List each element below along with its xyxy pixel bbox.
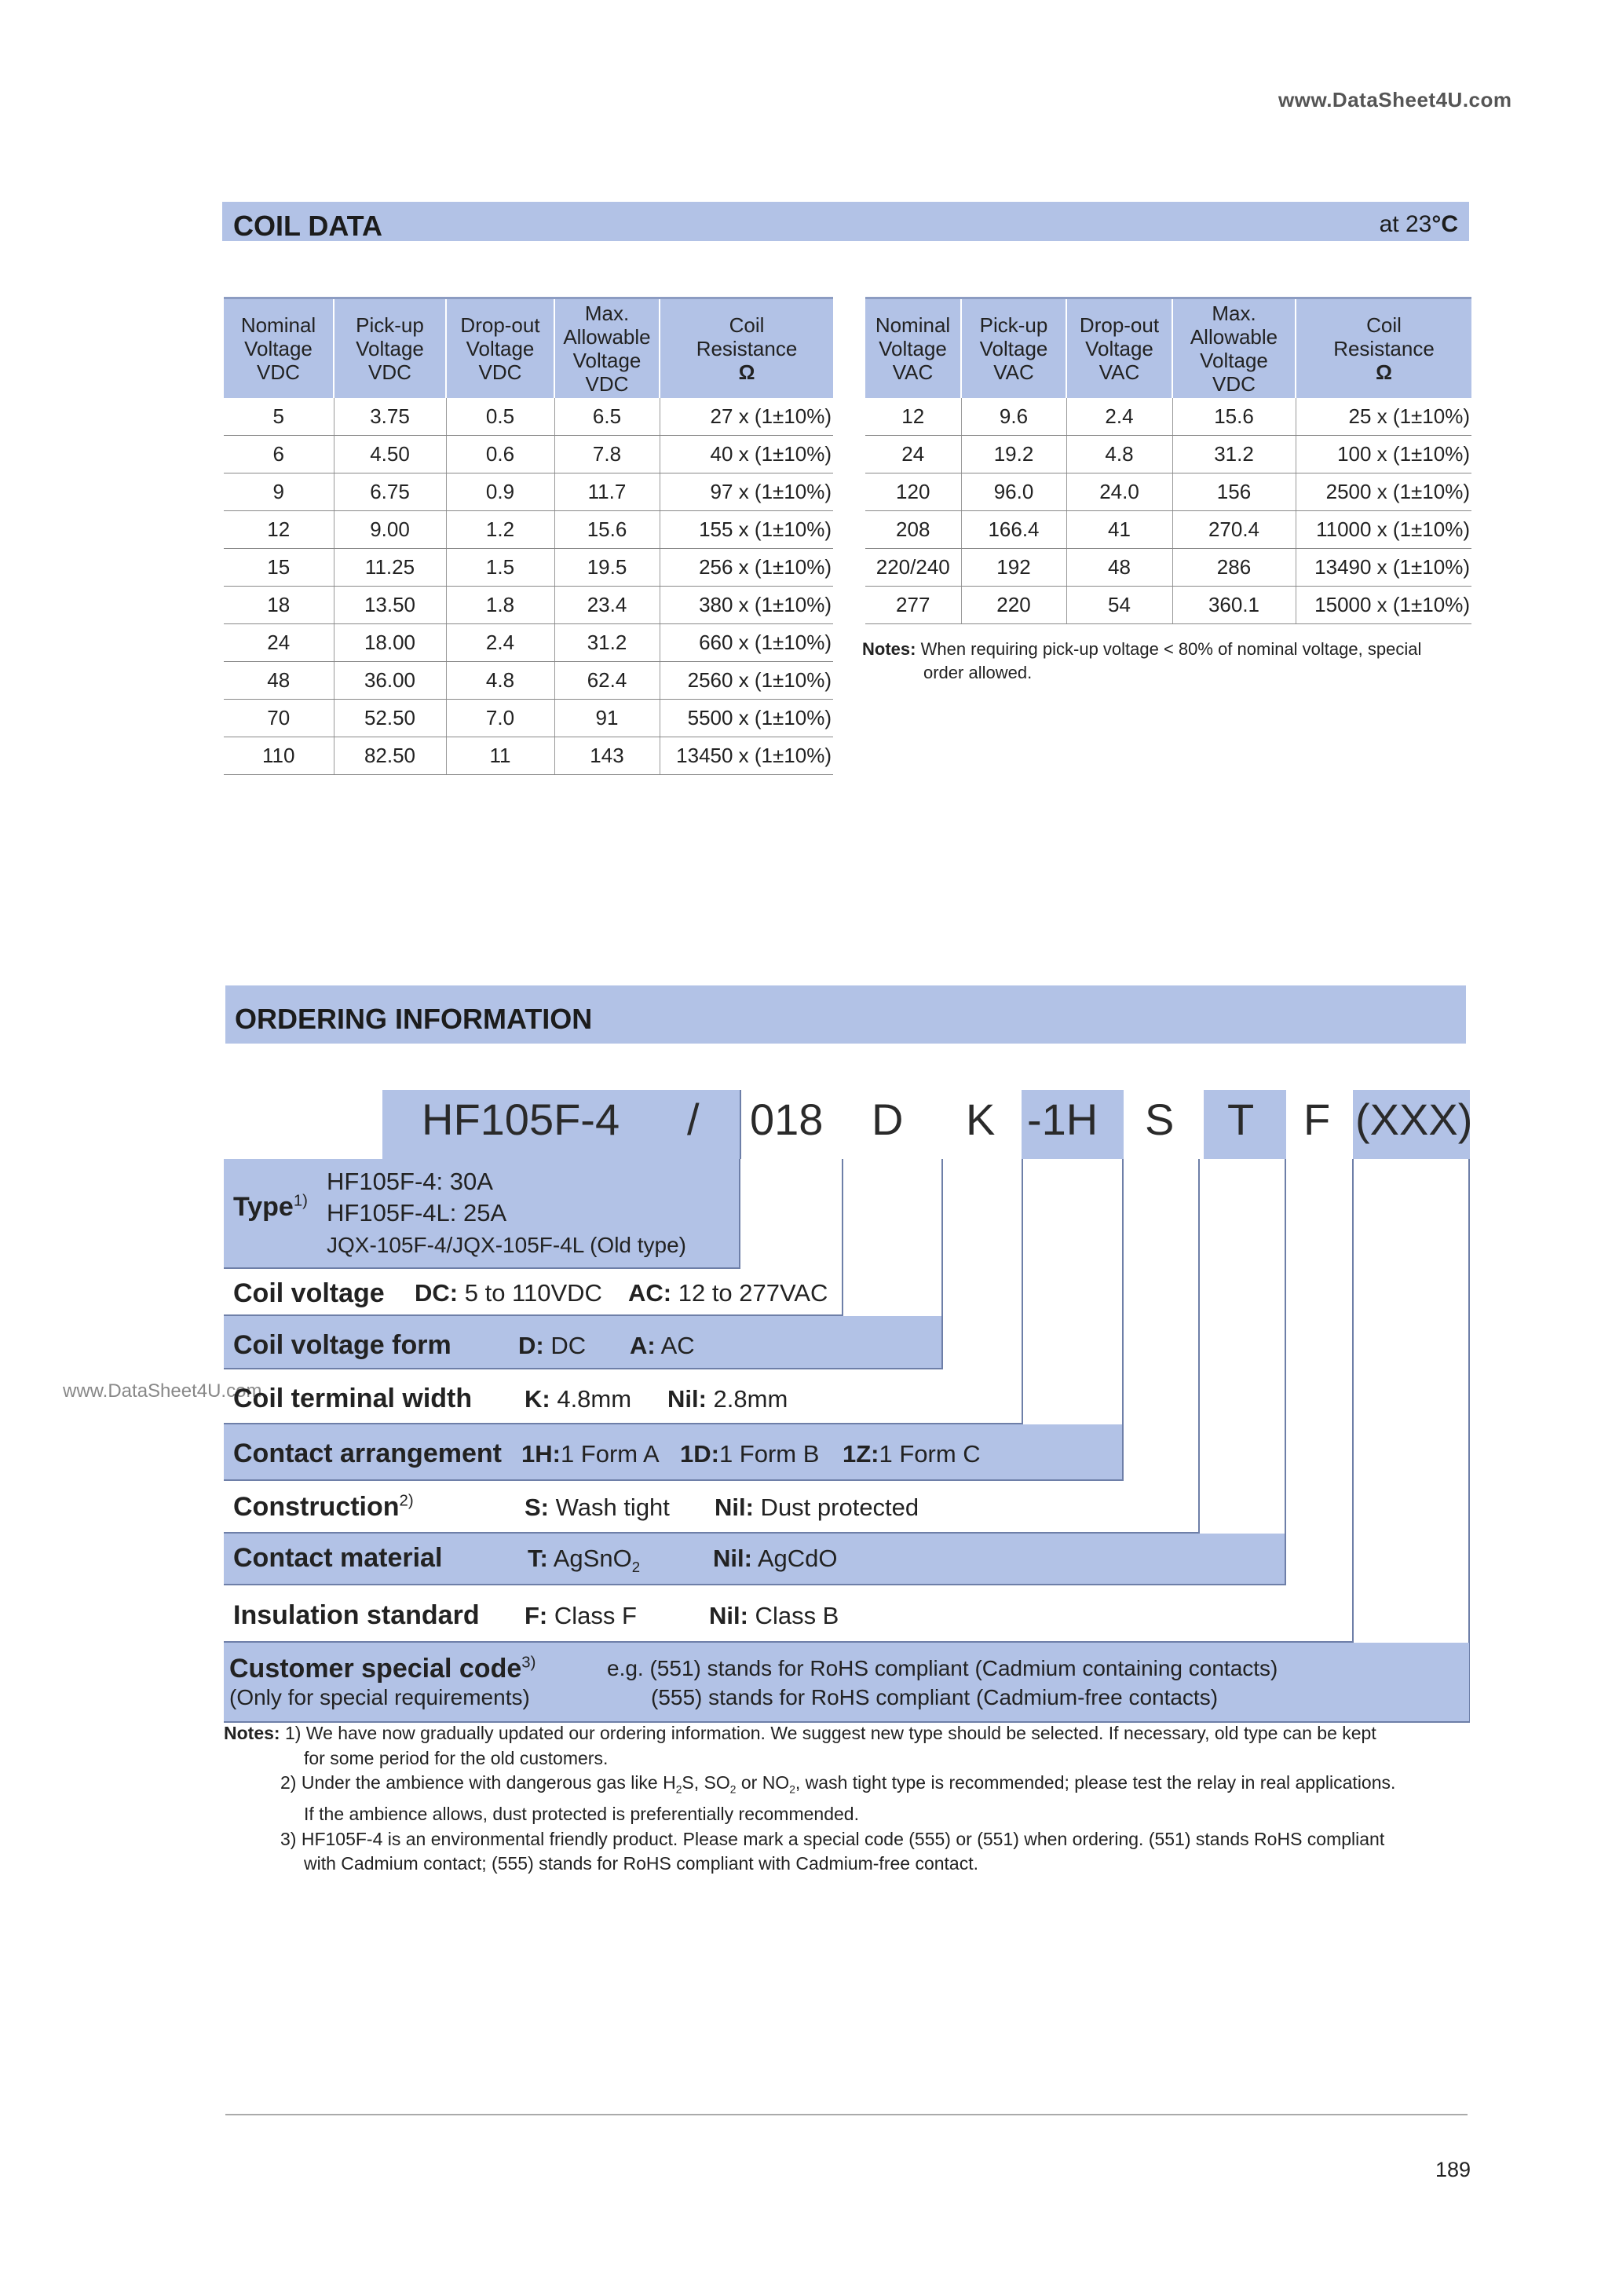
dc-cell: 2.4	[446, 624, 554, 662]
dc-cell: 40 x (1±10%)	[660, 436, 833, 473]
ac-cell: 360.1	[1172, 587, 1296, 624]
dc-cell: 19.5	[554, 549, 660, 587]
ordering-title: ORDERING INFORMATION	[235, 1003, 593, 1035]
table-row	[224, 737, 833, 775]
arrangement-1z: 1Z:1 Form C	[843, 1440, 981, 1468]
ac-cell: 19.2	[961, 436, 1066, 473]
ac-cell: 4.8	[1066, 436, 1172, 473]
material-label: Contact material	[233, 1543, 443, 1573]
dc-cell: 13450 x (1±10%)	[660, 737, 833, 775]
drop-line-arrangement	[1122, 1159, 1124, 1479]
table-row	[224, 398, 833, 436]
dc-cell: 0.6	[446, 436, 554, 473]
construction-s: S: Wash tight	[525, 1493, 670, 1521]
ac-header-1: Pick-up Voltage VAC	[961, 298, 1066, 399]
watermark-top: www.DataSheet4U.com	[1278, 88, 1512, 112]
customer-line1: e.g. (551) stands for RoHS compliant (Cadmium containing contacts)	[607, 1656, 1278, 1680]
drop-line-material	[1285, 1159, 1286, 1584]
coil-terminal-label: Coil terminal width	[233, 1384, 473, 1413]
dc-header-2: Drop-out Voltage VDC	[446, 298, 554, 399]
insulation-f: F: Class F	[525, 1602, 637, 1629]
dc-cell: 6	[224, 436, 334, 473]
dc-cell: 12	[224, 511, 334, 549]
customer-sub: (Only for special requirements)	[229, 1685, 530, 1709]
coil-form-a: A: AC	[630, 1332, 695, 1359]
dc-cell: 48	[224, 662, 334, 700]
ac-cell: 277	[865, 587, 961, 624]
pn-construction: S	[1145, 1095, 1175, 1144]
pn-material: T	[1227, 1095, 1255, 1144]
table-row	[865, 473, 1471, 511]
coil-terminal-k: K: 4.8mm	[525, 1385, 632, 1413]
type-label: Type$^{1)}$	[233, 1192, 308, 1222]
rule	[224, 1267, 740, 1269]
dc-cell: 36.00	[334, 662, 446, 700]
ac-header-4: Coil Resistance Ω	[1296, 298, 1471, 399]
arrangement-1h: 1H:1 Form A	[521, 1440, 660, 1468]
dc-cell: 24	[224, 624, 334, 662]
ac-cell: 156	[1172, 473, 1296, 511]
watermark-side: www.DataSheet4U.com	[63, 1380, 262, 1402]
ac-cell: 100 x (1±10%)	[1296, 436, 1471, 473]
dc-cell: 27 x (1±10%)	[660, 398, 833, 436]
ac-cell: 220	[961, 587, 1066, 624]
dc-cell: 110	[224, 737, 334, 775]
dc-cell: 31.2	[554, 624, 660, 662]
ac-cell: 120	[865, 473, 961, 511]
ac-cell: 13490 x (1±10%)	[1296, 549, 1471, 587]
ac-cell: 15.6	[1172, 398, 1296, 436]
dc-cell: 70	[224, 700, 334, 737]
dc-cell: 18.00	[334, 624, 446, 662]
dc-cell: 1.5	[446, 549, 554, 587]
pn-arrangement: -1H	[1027, 1095, 1098, 1144]
table-row	[224, 624, 833, 662]
dc-cell: 7.0	[446, 700, 554, 737]
dc-cell: 5500 x (1±10%)	[660, 700, 833, 737]
table-row	[224, 511, 833, 549]
dc-cell: 1.8	[446, 587, 554, 624]
ac-cell: 41	[1066, 511, 1172, 549]
pn-voltage: 018	[750, 1095, 824, 1144]
table-row	[865, 436, 1471, 473]
coil-voltage-dc: DC: 5 to 110VDC	[415, 1279, 602, 1307]
ac-cell: 192	[961, 549, 1066, 587]
dc-cell: 6.75	[334, 473, 446, 511]
ac-cell: 208	[865, 511, 961, 549]
customer-label: Customer special code$^{3)}$	[229, 1654, 536, 1684]
ac-cell: 2.4	[1066, 398, 1172, 436]
ac-cell: 286	[1172, 549, 1296, 587]
drop-line-terminal	[1022, 1159, 1023, 1424]
pn-form: D	[872, 1095, 904, 1144]
dc-cell: 4.8	[446, 662, 554, 700]
dc-cell: 9	[224, 473, 334, 511]
ac-cell: 25 x (1±10%)	[1296, 398, 1471, 436]
rule	[224, 1584, 1286, 1585]
drop-line-form	[941, 1159, 943, 1369]
dc-cell: 52.50	[334, 700, 446, 737]
arrangement-1d: 1D:1 Form B	[680, 1440, 820, 1468]
pn-sep	[740, 1090, 741, 1159]
dc-cell: 11	[446, 737, 554, 775]
footer-rule	[225, 2114, 1468, 2115]
ac-cell: 54	[1066, 587, 1172, 624]
dc-cell: 13.50	[334, 587, 446, 624]
table-row	[224, 587, 833, 624]
dc-cell: 6.5	[554, 398, 660, 436]
drop-line-special	[1468, 1159, 1470, 1723]
insulation-label: Insulation standard	[233, 1600, 480, 1630]
dc-cell: 5	[224, 398, 334, 436]
dc-cell: 62.4	[554, 662, 660, 700]
pn-insulation: F	[1303, 1095, 1331, 1144]
ordering-header	[225, 985, 1466, 1044]
coil-dc-table	[224, 297, 833, 775]
ac-cell: 15000 x (1±10%)	[1296, 587, 1471, 624]
ac-cell: 96.0	[961, 473, 1066, 511]
dc-cell: 91	[554, 700, 660, 737]
type-line2: HF105F-4L: 25A	[327, 1199, 507, 1227]
coil-ac-table	[865, 297, 1471, 624]
type-line3: JQX-105F-4/JQX-105F-4L (Old type)	[327, 1233, 687, 1257]
coil-form-d: D: DC	[518, 1332, 587, 1359]
dc-cell: 3.75	[334, 398, 446, 436]
drop-line-voltage	[842, 1159, 843, 1316]
drop-line-construction	[1198, 1159, 1200, 1534]
dc-cell: 660 x (1±10%)	[660, 624, 833, 662]
construction-label: Construction$^{2)}$	[233, 1492, 414, 1522]
table-row	[224, 662, 833, 700]
rule	[224, 1479, 1124, 1481]
dc-cell: 11.7	[554, 473, 660, 511]
construction-nil: Nil: Dust protected	[715, 1493, 919, 1521]
dc-cell: 82.50	[334, 737, 446, 775]
ac-cell: 9.6	[961, 398, 1066, 436]
dc-header-3: Max. Allowable Voltage VDC	[554, 298, 660, 399]
dc-cell: 15.6	[554, 511, 660, 549]
pn-slash: /	[687, 1095, 700, 1144]
ac-cell: 12	[865, 398, 961, 436]
coil-form-label: Coil voltage form	[233, 1330, 451, 1360]
page-number: 189	[1435, 2158, 1471, 2181]
customer-line2: (555) stands for RoHS compliant (Cadmium-free contacts)	[651, 1685, 1219, 1709]
ordering-notes: Notes: 1) We have now gradually updated our ordering information. We suggest new type should be selected. If necessary, old type can be kept for some period for the old customers. 2) Under the ambience with dangerous gas like $H_2S$, $SO_2$ or $NO_2$, wash tight type is recommended; please test the relay in real applications. If the ambience allows, dust protected is preferentially recommended. 3) HF105F-4 is an environmental friendly product. Please mark a special code (555) or (551) when ordering. (551) stands RoHS compliant with Cadmium contact; (555) stands for RoHS compliant with Cadmium-free contact.	[224, 1723, 1396, 1874]
drop-line-insulation	[1352, 1159, 1354, 1641]
dc-cell: 97 x (1±10%)	[660, 473, 833, 511]
ac-cell: 270.4	[1172, 511, 1296, 549]
table-row	[224, 436, 833, 473]
table-row	[865, 549, 1471, 587]
dc-cell: 380 x (1±10%)	[660, 587, 833, 624]
dc-cell: 23.4	[554, 587, 660, 624]
ac-header-0: Nominal Voltage VAC	[865, 298, 961, 399]
coil-voltage-ac: AC: 12 to 277VAC	[628, 1279, 828, 1307]
coil-data-title: COIL DATA	[233, 210, 382, 242]
ac-cell: 166.4	[961, 511, 1066, 549]
dc-cell: 9.00	[334, 511, 446, 549]
rule	[224, 1368, 943, 1369]
dc-cell: 4.50	[334, 436, 446, 473]
material-t: T: AgSnO$_2$	[528, 1545, 641, 1576]
coil-data-header	[222, 202, 1469, 241]
dc-cell: 0.5	[446, 398, 554, 436]
dc-cell: 1.2	[446, 511, 554, 549]
table-row	[865, 587, 1471, 624]
drop-line-base	[739, 1159, 740, 1269]
coil-terminal-nil: Nil: 2.8mm	[667, 1385, 788, 1413]
dc-cell: 18	[224, 587, 334, 624]
pn-special: (XXX)	[1355, 1095, 1473, 1144]
ac-cell: 2500 x (1±10%)	[1296, 473, 1471, 511]
material-nil: Nil: AgCdO	[713, 1545, 838, 1572]
dc-cell: 2560 x (1±10%)	[660, 662, 833, 700]
type-line1: HF105F-4: 30A	[327, 1168, 493, 1195]
dc-header-1: Pick-up Voltage VDC	[334, 298, 446, 399]
dc-header-4: Coil Resistance Ω	[660, 298, 833, 399]
coil-voltage-label: Coil voltage	[233, 1278, 385, 1308]
table-row	[224, 700, 833, 737]
insulation-nil: Nil: Class B	[709, 1602, 839, 1629]
table-row	[865, 511, 1471, 549]
dc-cell: 256 x (1±10%)	[660, 549, 833, 587]
dc-cell: 7.8	[554, 436, 660, 473]
table-row	[865, 398, 1471, 436]
dc-cell: 0.9	[446, 473, 554, 511]
ac-cell: 24	[865, 436, 961, 473]
ac-cell: 220/240	[865, 549, 961, 587]
ac-cell: 11000 x (1±10%)	[1296, 511, 1471, 549]
ac-header-2: Drop-out Voltage VAC	[1066, 298, 1172, 399]
coil-data-condition: at 23°C	[1379, 211, 1458, 237]
pn-base: HF105F-4	[422, 1095, 620, 1144]
dc-header-0: Nominal Voltage VDC	[224, 298, 334, 399]
dc-cell: 15	[224, 549, 334, 587]
dc-cell: 155 x (1±10%)	[660, 511, 833, 549]
ac-cell: 48	[1066, 549, 1172, 587]
pn-terminal: K	[966, 1095, 996, 1144]
dc-cell: 143	[554, 737, 660, 775]
ac-header-3: Max. Allowable Voltage VDC	[1172, 298, 1296, 399]
arrangement-label: Contact arrangement	[233, 1439, 502, 1468]
ac-cell: 31.2	[1172, 436, 1296, 473]
coil-notes: Notes: When requiring pick-up voltage < 80% of nominal voltage, special order allowed.	[862, 639, 1422, 682]
table-row	[224, 549, 833, 587]
dc-cell: 11.25	[334, 549, 446, 587]
ac-cell: 24.0	[1066, 473, 1172, 511]
table-row	[224, 473, 833, 511]
